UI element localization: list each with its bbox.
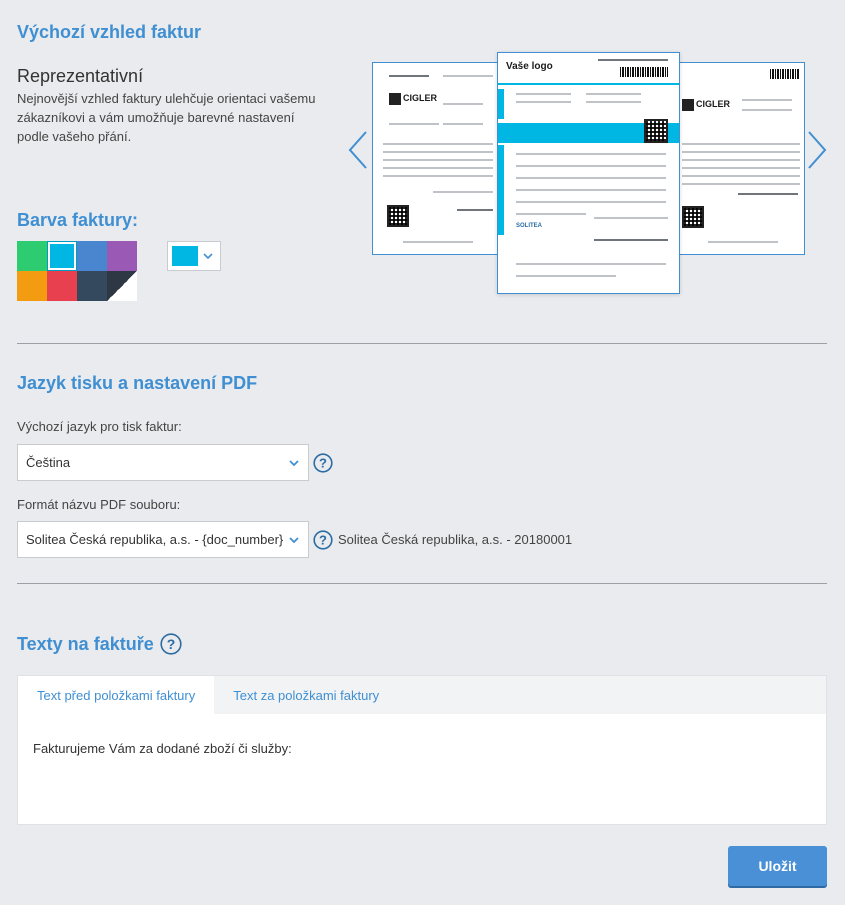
color-swatch-orange[interactable]	[17, 271, 47, 301]
preview-stamp: SOLITEA	[516, 223, 543, 229]
color-swatch-cyan[interactable]	[47, 241, 77, 271]
qr-code-icon	[387, 205, 409, 227]
pdf-name-preview: Solitea Česká republika, a.s. - 20180001	[338, 532, 573, 547]
save-button[interactable]: Uložit	[728, 846, 827, 886]
language-select-value: Čeština	[26, 455, 71, 470]
pdf-format-select[interactable]	[17, 521, 309, 558]
section-title-invoice-texts	[17, 633, 182, 655]
svg-text:?: ?	[319, 532, 327, 548]
language-select[interactable]	[17, 444, 309, 481]
tab-text-before-items[interactable]: Text před položkami faktury	[18, 676, 214, 714]
style-description: Nejnovější vzhled faktury ulehčuje orientaci vašemu zákazníkovi a vám umožňuje barevné nastavení podle vašeho přání.	[17, 91, 316, 144]
logo-icon	[682, 99, 694, 111]
style-name: Reprezentativní	[17, 66, 144, 86]
language-label: Výchozí jazyk pro tisk faktur:	[17, 419, 182, 434]
color-swatch-black-white[interactable]	[107, 271, 137, 301]
invoice-texts-title: Texty na faktuře	[17, 633, 154, 654]
help-icon[interactable]	[313, 530, 333, 550]
color-swatch-purple[interactable]	[107, 241, 137, 271]
pdf-format-select-value: Solitea Česká republika, a.s. - {doc_number}	[26, 532, 284, 547]
section-divider	[17, 343, 827, 344]
section-divider	[17, 583, 827, 584]
preview-center-logo: Vaše logo	[506, 61, 553, 72]
qr-code-icon	[644, 119, 668, 143]
invoice-text-tabs	[17, 675, 827, 825]
section-title-invoice-color: Barva faktury:	[17, 210, 139, 230]
qr-code-icon	[682, 206, 704, 228]
help-icon[interactable]	[160, 633, 182, 655]
color-swatch-green[interactable]	[17, 241, 47, 271]
logo-icon	[389, 93, 401, 105]
svg-text:?: ?	[319, 455, 327, 471]
invoice-preview-left[interactable]	[372, 62, 502, 255]
chevron-down-icon	[288, 534, 300, 546]
carousel-next-arrow-icon[interactable]	[806, 130, 828, 170]
pdf-format-label: Formát názvu PDF souboru:	[17, 497, 181, 512]
preview-side-logo: CIGLER	[696, 99, 731, 109]
svg-text:?: ?	[166, 635, 175, 652]
tab-bar	[18, 676, 826, 714]
invoice-preview-right[interactable]	[677, 62, 805, 255]
barcode-icon	[620, 67, 668, 77]
color-swatch-red[interactable]	[47, 271, 77, 301]
chevron-down-icon	[203, 251, 213, 261]
invoice-text-editor[interactable]: Fakturujeme Vám za dodané zboží či služby:	[33, 741, 292, 756]
section-title-invoice-style: Výchozí vzhled faktur	[17, 22, 202, 42]
carousel-prev-arrow-icon[interactable]	[347, 130, 369, 170]
invoice-preview-center[interactable]	[497, 52, 680, 294]
selected-color-chip	[172, 246, 198, 266]
color-swatch-blue[interactable]	[77, 241, 107, 271]
barcode-icon	[770, 69, 800, 79]
preview-side-logo: CIGLER	[403, 93, 438, 103]
tab-text-after-items[interactable]: Text za položkami faktury	[233, 687, 380, 703]
custom-color-picker[interactable]	[167, 241, 221, 271]
chevron-down-icon	[288, 457, 300, 469]
color-swatch-dark-blue[interactable]	[77, 271, 107, 301]
color-swatch-grid	[17, 241, 137, 301]
section-title-language-pdf: Jazyk tisku a nastavení PDF	[17, 373, 258, 393]
help-icon[interactable]	[313, 453, 333, 473]
